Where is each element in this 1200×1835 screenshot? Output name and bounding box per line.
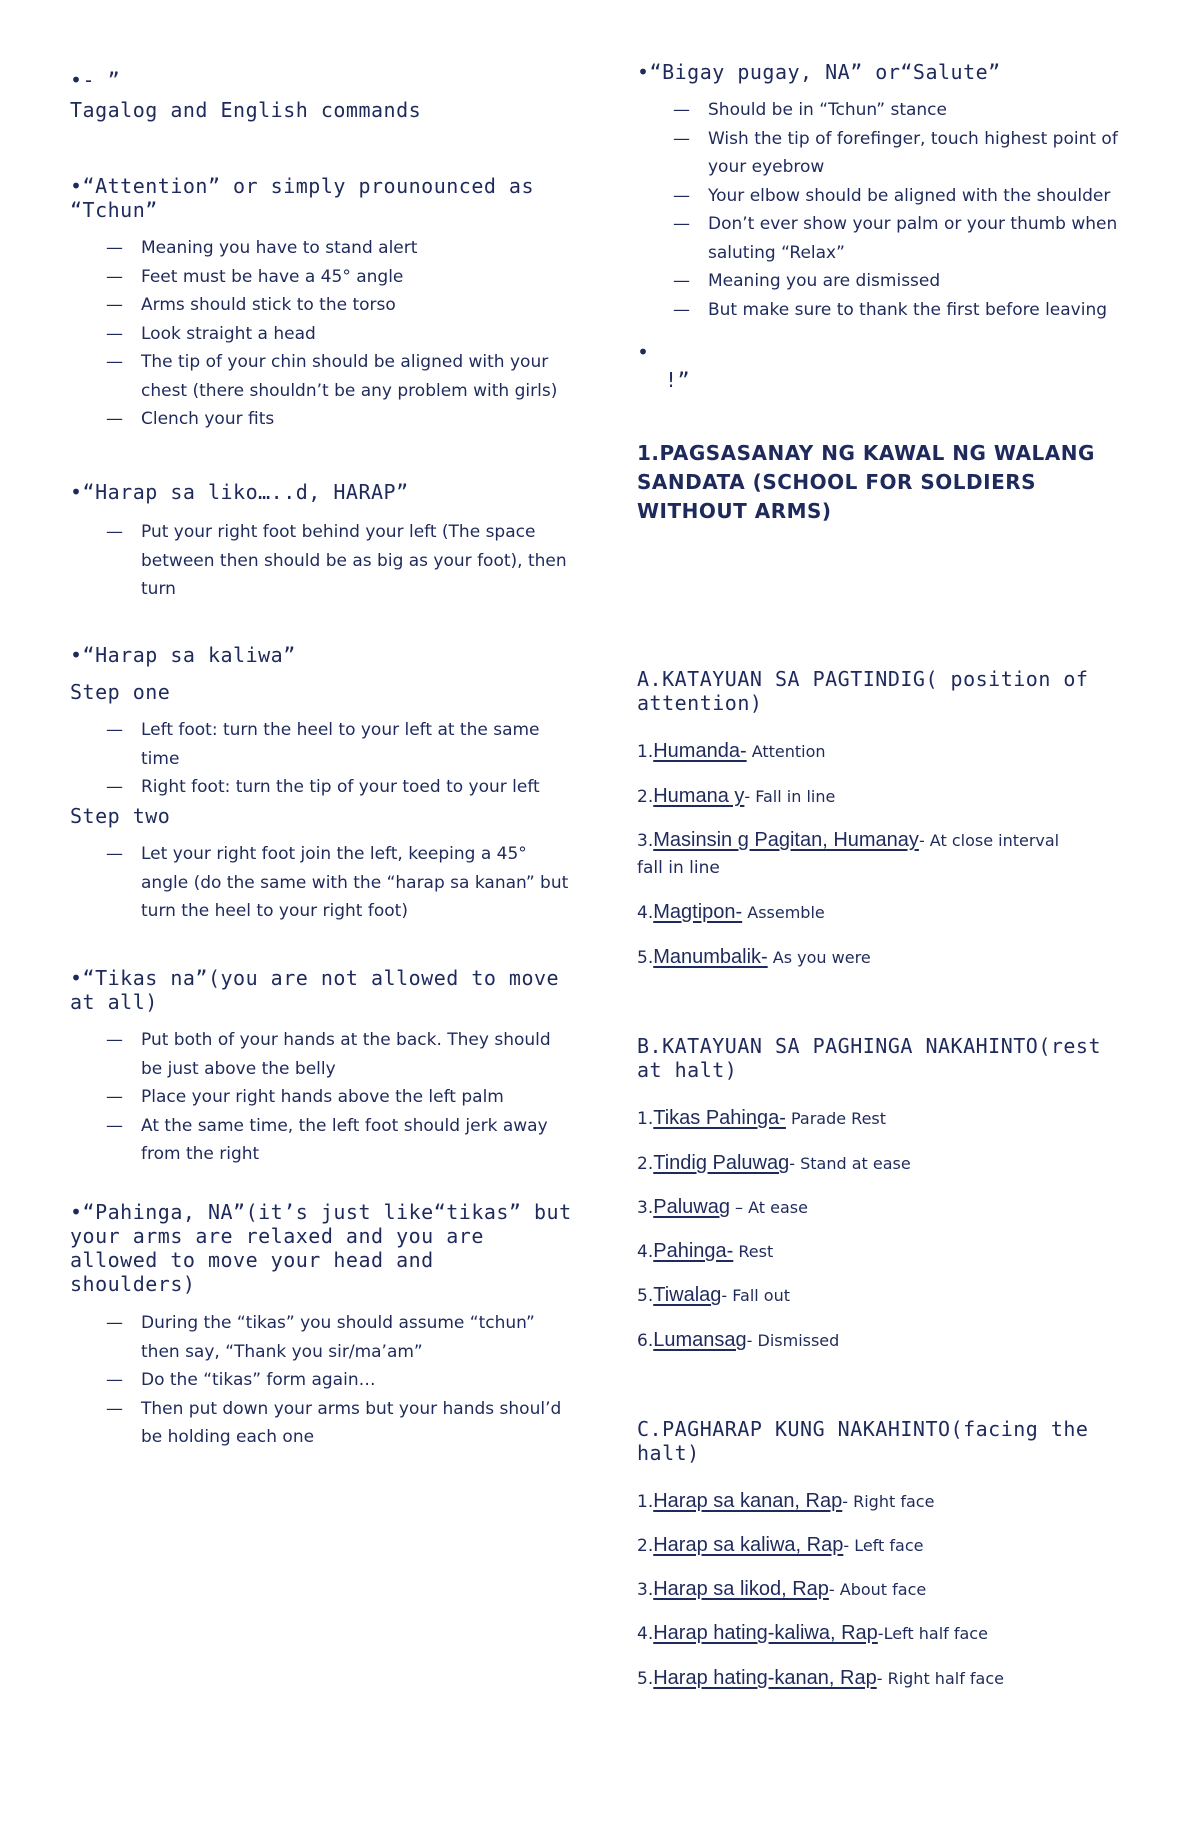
command-item: 3.Harap sa likod, Rap- About face [637, 1578, 927, 1600]
dash-bullet: — [106, 1398, 123, 1419]
section-c-heading-line1: C.PAGHARAP KUNG NAKAHINTO(facing the [637, 1417, 1089, 1441]
dash-bullet: — [106, 238, 123, 258]
dash-bullet: — [673, 299, 690, 320]
subtitle: Tagalog and English commands [70, 98, 422, 122]
pahinga-heading-line1: •“Pahinga, NA”(it’s just like“tikas” but [70, 1200, 572, 1224]
command-item: 3.Paluwag – At ease [637, 1196, 808, 1218]
list-item: — Meaning you are dismissed [637, 267, 1157, 296]
list-item: — But make sure to thank the first before leaving [637, 296, 1157, 325]
list-item: — Wish the tip of forefinger, touch highest point of your eyebrow [637, 125, 1157, 182]
step-two-label: Step two [70, 804, 171, 828]
dash-bullet: — [106, 1313, 123, 1333]
list-item: — Clench your fits [70, 405, 570, 434]
dash-bullet: — [106, 323, 123, 344]
tikas-heading-line1: •“Tikas na”(you are not allowed to move [70, 966, 560, 990]
dash-bullet: — [106, 1030, 123, 1050]
pahinga-heading-line4: shoulders) [70, 1272, 196, 1296]
command-item: 5.Tiwalag- Fall out [637, 1284, 790, 1306]
list-item: — Then put down your arms but your hands shoul’d be holding each one [70, 1395, 570, 1452]
list-item: — Put both of your hands at the back. They should be just above the belly [70, 1026, 570, 1083]
main-title-line1: 1.PAGSASANAY NG KAWAL NG WALANG [637, 441, 1095, 465]
stray-mark-2: !” [665, 368, 691, 392]
section-a-heading-line1: A.KATAYUAN SA PAGTINDIG( position of [637, 667, 1089, 691]
list-item: — Feet must be have a 45° angle [70, 263, 570, 292]
command-item: 4.Harap hating-kaliwa, Rap-Left half face [637, 1622, 988, 1644]
harap-kaliwa-heading: •“Harap sa kaliwa” [70, 643, 296, 667]
harap-likod-list [70, 518, 570, 604]
command-item: 1.Harap sa kanan, Rap- Right face [637, 1490, 935, 1512]
list-item: — Left foot: turn the heel to your left at the same time [70, 716, 570, 773]
section-c-heading-line2: halt) [637, 1441, 700, 1465]
dash-bullet: — [106, 266, 123, 287]
list-item: — Should be in “Tchun” stance [637, 96, 1157, 125]
list-item: — The tip of your chin should be aligned with your chest (there shouldn’t be any problem with girls) [70, 348, 570, 405]
step-two-list [70, 840, 570, 926]
list-item: — Don’t ever show your palm or your thumb when saluting “Relax” [637, 210, 1157, 267]
step-one-label: Step one [70, 680, 171, 704]
pahinga-heading-line3: allowed to move your head and [70, 1248, 434, 1272]
dash-bullet: — [106, 409, 123, 429]
dash-bullet: — [106, 1087, 123, 1107]
command-item: 4.Magtipon- Assemble [637, 901, 825, 923]
tikas-heading-line2: at all) [70, 990, 158, 1014]
command-item: 2.Humana y- Fall in line [637, 785, 836, 807]
list-item: — Put your right foot behind your left (The space between then should be as big as your foot), then turn [70, 518, 570, 604]
dash-bullet: — [106, 1370, 123, 1390]
command-item: 5.Manumbalik- As you were [637, 946, 871, 968]
dash-bullet: — [673, 185, 690, 206]
step-one-list [70, 716, 570, 802]
dash-bullet: — [673, 100, 690, 120]
attention-heading-line2: “Tchun” [70, 198, 158, 222]
dash-bullet: — [106, 352, 123, 372]
dash-bullet: — [106, 777, 123, 797]
attention-list [70, 234, 570, 434]
command-item: 1.Tikas Pahinga- Parade Rest [637, 1107, 887, 1129]
dash-bullet: — [106, 295, 123, 315]
top-mark: •‑ ” [70, 68, 121, 92]
harap-likod-heading: •“Harap sa liko…..d, HARAP” [70, 480, 409, 504]
attention-heading-line1: •“Attention” or simply prounounced as [70, 174, 535, 198]
tikas-list [70, 1026, 570, 1169]
main-title-line3: WITHOUT ARMS) [637, 499, 832, 523]
pahinga-heading-line2: your arms are relaxed and you are [70, 1224, 484, 1248]
dash-bullet: — [106, 844, 123, 864]
list-item: — Arms should stick to the torso [70, 291, 570, 320]
list-item: — Do the “tikas” form again… [70, 1366, 570, 1395]
main-title-line2: SANDATA (SCHOOL FOR SOLDIERS [637, 470, 1037, 494]
command-item: 4.Pahinga- Rest [637, 1240, 774, 1262]
section-a-heading-line2: attention) [637, 691, 763, 715]
command-item: 3.Masinsin g Pagitan, Humanay- At close interval [637, 829, 1060, 851]
command-item-continuation: fall in line [637, 858, 720, 878]
dash-bullet: — [106, 1115, 123, 1136]
list-item: — During the “tikas” you should assume “tchun” then say, “Thank you sir/ma’am” [70, 1309, 570, 1366]
dash-bullet: — [673, 128, 690, 149]
section-b-heading-line1: B.KATAYUAN SA PAGHINGA NAKAHINTO(rest [637, 1034, 1102, 1058]
list-item: — Right foot: turn the tip of your toed to your left [70, 773, 570, 802]
pahinga-list [70, 1309, 570, 1452]
section-b-heading-line2: at halt) [637, 1058, 738, 1082]
command-item: 2.Tindig Paluwag- Stand at ease [637, 1152, 911, 1174]
dash-bullet: — [673, 214, 690, 234]
command-item: 2.Harap sa kaliwa, Rap- Left face [637, 1534, 924, 1556]
dash-bullet: — [106, 522, 123, 542]
stray-mark-1: • [637, 340, 650, 364]
command-item: 1.Humanda- Attention [637, 740, 826, 762]
list-item: — Look straight a head [70, 320, 570, 349]
list-item: — At the same time, the left foot should jerk away from the right [70, 1112, 570, 1169]
dash-bullet: — [106, 720, 123, 740]
list-item: — Your elbow should be aligned with the shoulder [637, 182, 1157, 211]
list-item: — Meaning you have to stand alert [70, 234, 570, 263]
command-item: 6.Lumansag- Dismissed [637, 1329, 840, 1351]
dash-bullet: — [673, 271, 690, 291]
list-item: — Let your right foot join the left, keeping a 45° angle (do the same with the “harap sa kanan” but turn the heel to your right foot) [70, 840, 570, 926]
salute-heading: •“Bigay pugay, NA” or“Salute” [637, 60, 1001, 84]
list-item: — Place your right hands above the left palm [70, 1083, 570, 1112]
command-item: 5.Harap hating-kanan, Rap- Right half face [637, 1667, 1004, 1689]
salute-list [637, 96, 1157, 324]
